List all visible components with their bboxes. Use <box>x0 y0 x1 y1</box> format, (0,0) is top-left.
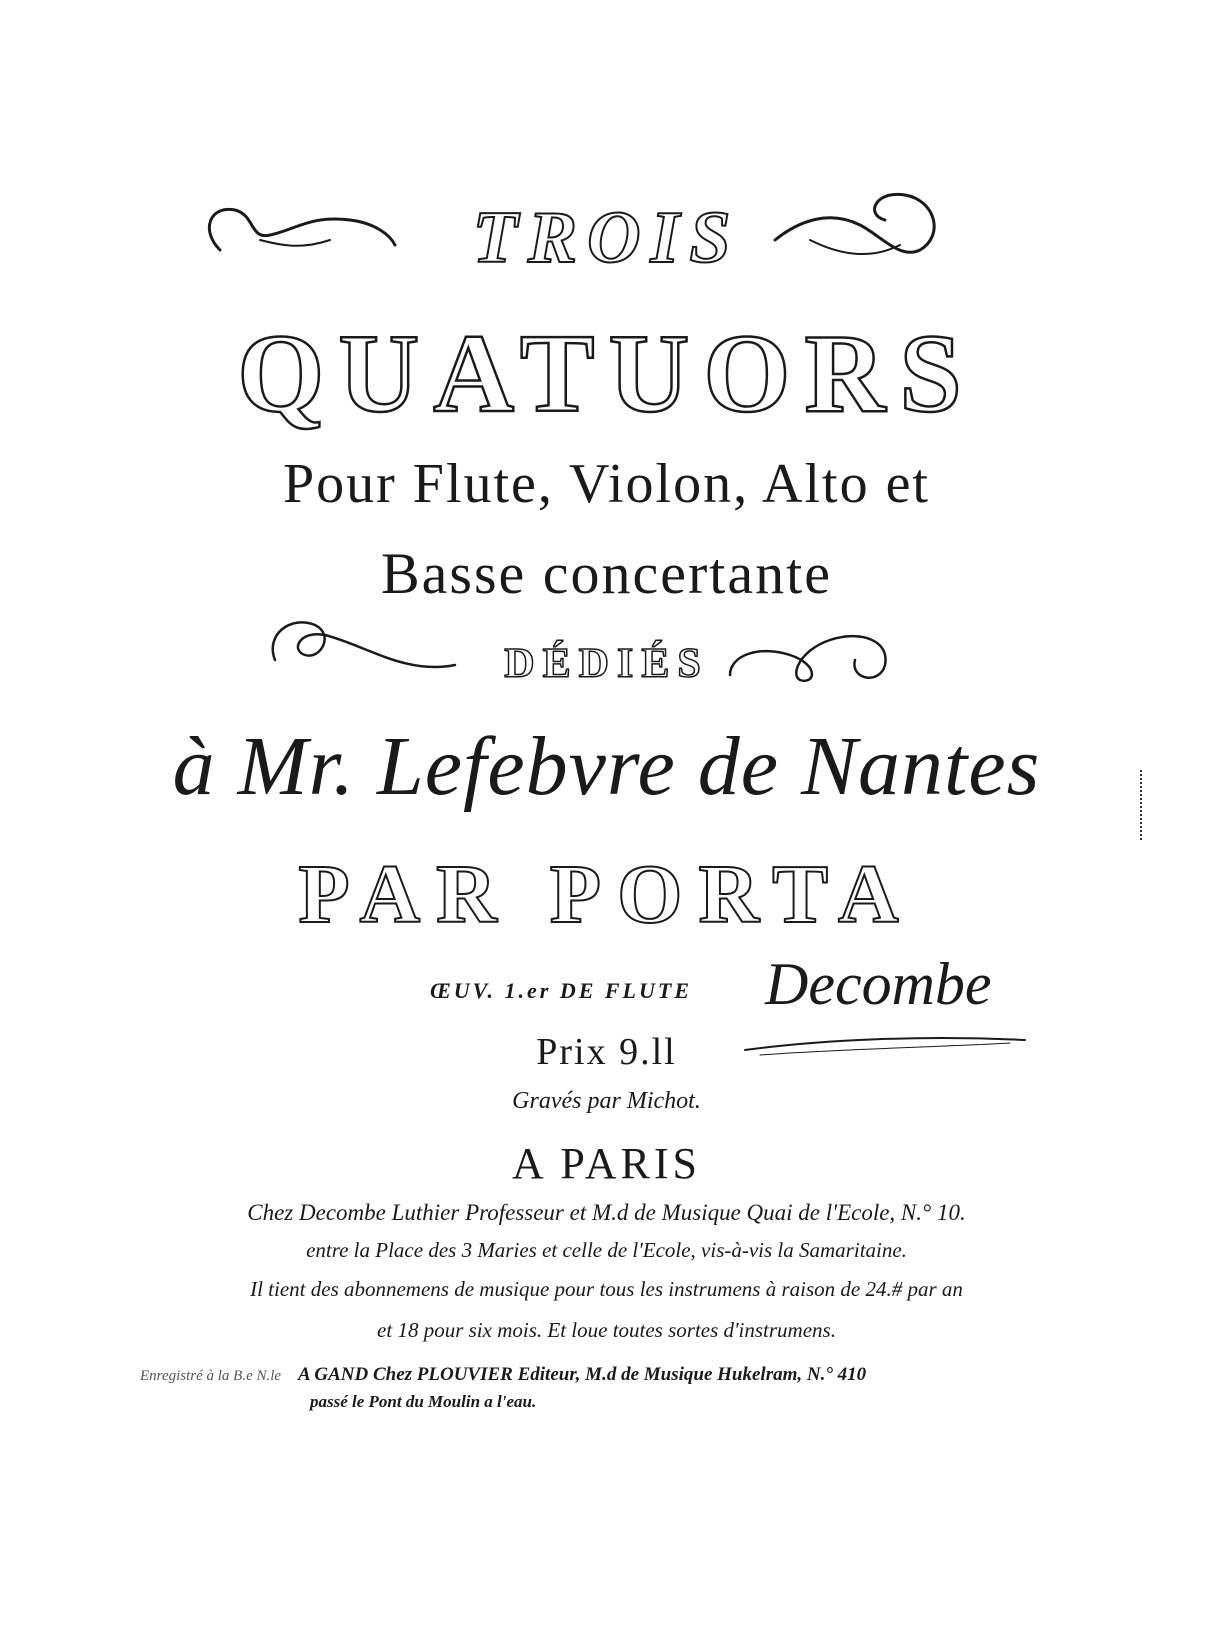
address-line-4: et 18 pour six mois. Et loue toutes sortes d'instrumens. <box>377 1318 836 1342</box>
gand-line-2: passé le Pont du Moulin a l'eau. <box>310 1392 537 1411</box>
address-line-3: Il tient des abonnemens de musique pour tous les instrumens à raison de 24.# par an <box>250 1277 963 1301</box>
trois-heading: TROIS <box>472 197 741 279</box>
gand-line-1: A GAND Chez PLOUVIER Editeur, M.d de Musique Hukelram, N.° 410 <box>298 1364 867 1385</box>
par-porta-heading: PAR PORTA <box>298 848 915 941</box>
dedicatee-line: à Mr. Lefebvre de Nantes <box>172 720 1041 813</box>
instruments-line-2: Basse concertante <box>380 541 833 606</box>
flourish-trois-right <box>770 180 950 280</box>
address-line-2: entre la Place des 3 Maries et celle de l'Ecole, vis-à-vis la Samaritaine. <box>306 1238 907 1262</box>
engraver-credit: Gravés par Michot. <box>512 1088 701 1114</box>
price-label: Prix 9.ll <box>536 1031 677 1073</box>
margin-mark <box>1140 770 1144 840</box>
city-heading: A PARIS <box>511 1139 702 1188</box>
dealer-signature: Decombe <box>765 951 992 1017</box>
dedies-heading: DÉDIÉS <box>504 641 709 687</box>
instruments-line-1: Pour Flute, Violon, Alto et <box>283 453 930 515</box>
flourish-dedies-right <box>720 600 900 700</box>
quatuors-heading: QUATUORS <box>237 312 976 436</box>
oeuvre-label: ŒUV. 1.er DE FLUTE <box>430 978 692 1003</box>
address-line-1: Chez Decombe Luthier Professeur et M.d de Musique Quai de l'Ecole, N.° 10. <box>247 1200 966 1225</box>
registration-stamp: Enregistré à la B.e N.le <box>140 1368 282 1384</box>
